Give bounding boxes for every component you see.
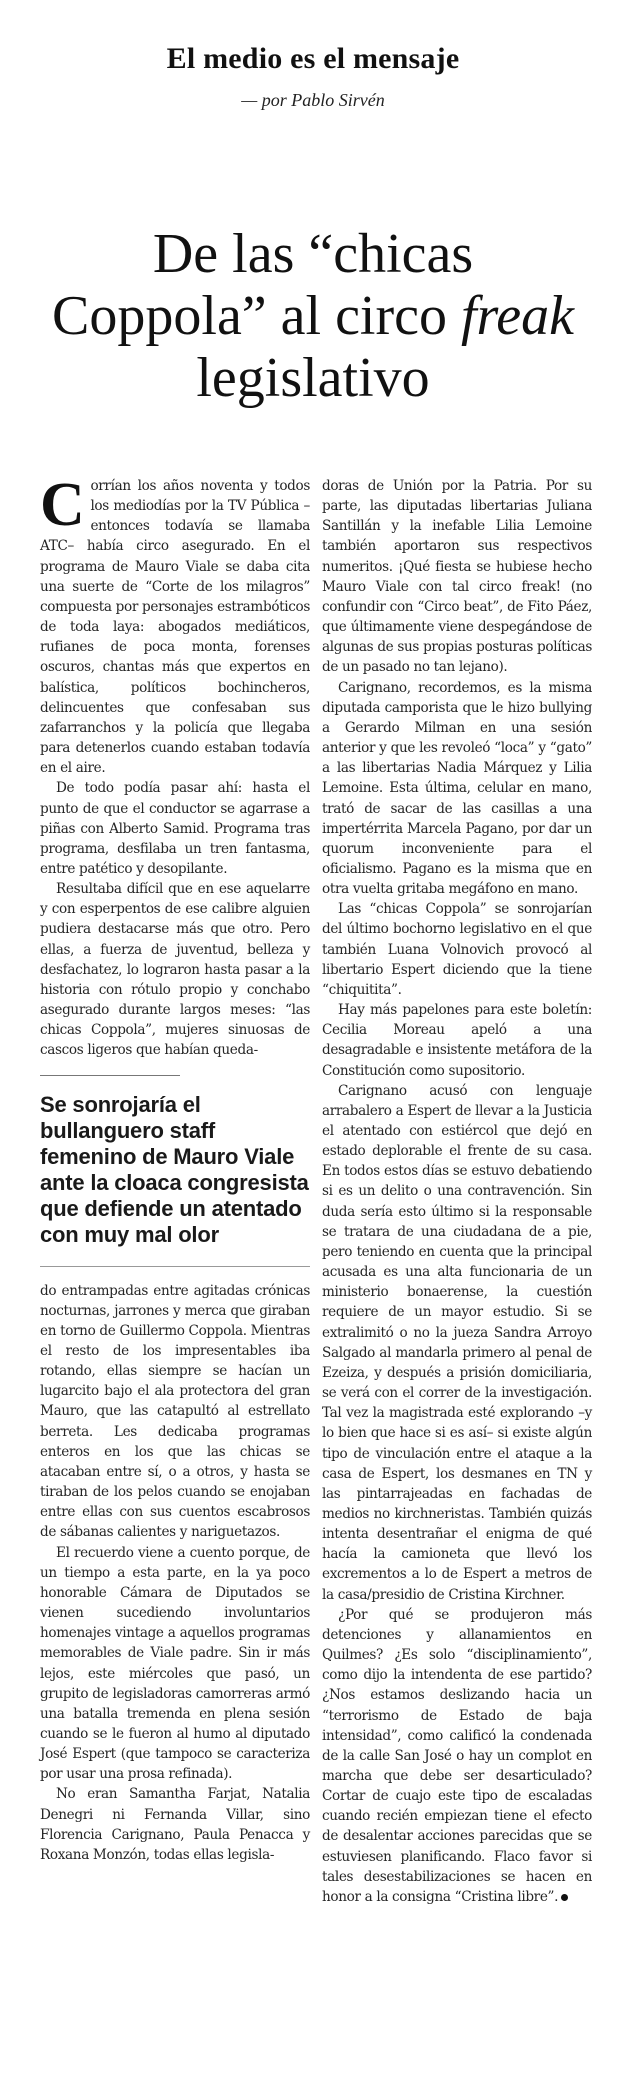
pullquote: Se sonrojaría el bullanguero staff femenino de Mauro Viale ante la cloaca congresista que defiende un atentado con muy mal olor bbox=[40, 1091, 309, 1247]
paragraph-2: De todo podía pasar ahí: hasta el punto de que el conductor se agarrase a piñas con Alberto Samid. Programa tras programa, desfilaba un tren fantasma, entre patético y desopilante. bbox=[40, 780, 310, 877]
paragraph-7: doras de Unión por la Patria. Por su parte, las diputadas libertarias Juliana Santillán y la inefable Lilia Lemoine también aportaron sus respectivos numeritos. ¡Qué fiesta se hubiese hecho Mauro Viale con tal circo freak! (no confundir con “Circo beat”, de Fito Páez, que últimamente viene despegándose de algunas de sus propias posturas políticas de un pasado no tan lejano). bbox=[322, 478, 592, 676]
paragraph-5: El recuerdo viene a cuento porque, de un tiempo a esta parte, en la ya poco honorable Cámara de Diputados se vienen sucediendo involuntarios homenajes vintage a aquellos programas memorables de Viale padre. Sin ir más lejos, este miércoles que pasó, un grupito de legisladoras camorreras armó una batalla tremenda en plena sesión cuando se le fueron al humo al diputado José Espert (que tampoco se caracteriza por usar una prosa refinada). bbox=[40, 1544, 310, 1783]
paragraph-9: Las “chicas Coppola” se sonrojarían del último bochorno legislativo en el que también Luana Volnovich provocó al libertario Espert diciendo que la tiene “chiquitita”. bbox=[322, 901, 592, 998]
paragraph-1-text: orrían los años noventa y todos los mediodías por la TV Pública –entonces todavía se llamaba ATC– había circo asegurado. En el programa de Mauro Viale se daba cita una suerte de “Corte de los milagros” compuesta por personajes estrambóticos de toda laya: abogados mediáticos, rufianes de poca monta, forenses oscuros, chantas más que expertos en balística, políticos bochincheros, delincuentes que confesaban sus zafarranchos y la policía que llegaba para detenerlos cuando estaban todavía en el aire. bbox=[40, 478, 310, 777]
paragraph-12-text: ¿Por qué se produjeron más detenciones y allanamientos en Quilmes? ¿Es solo “disciplinamiento”, como dijo la intendenta de ese partido? ¿Nos estamos deslizando hacia un “terrorismo de Estado de baja intensidad”, como calificó la condenada de la calle San José o hay un complot en marcha que debe ser desarticulado? Cortar de cuajo este tipo de escaladas cuando recién empiezan tiene el efecto de desalentar acciones parecidas que se estuviesen planificando. Flaco favor si tales desestabilizaciones se hacen en honor a la consigna “Cristina libre”. bbox=[322, 1606, 592, 1905]
end-mark-icon bbox=[561, 1894, 568, 1901]
drop-cap: C bbox=[40, 471, 85, 539]
paragraph-8: Carignano, recordemos, es la misma diputada camporista que le hizo bullying a Gerardo Milman en una sesión anterior y que les revoleó “loca” y “gato” a las libertarias Nadia Márquez y Lilia Lemoine. Esta última, celular en mano, trató de sacar de las casillas a una impertérrita Marcela Pagano, por dar un quorum inconveniente para el oficialismo. Pagano es la misma que en otra vuelta gritaba megáfono en mano. bbox=[322, 679, 592, 898]
headline-italic: freak bbox=[460, 284, 574, 347]
pullquote-rule bbox=[40, 1075, 180, 1076]
paragraph-1 bbox=[40, 471, 310, 778]
byline: — por Pablo Sirvén bbox=[241, 90, 385, 110]
paragraph-3: Resultaba difícil que en ese aquelarre y con esperpentos de ese calibre alguien pudiera destacarse más que otro. Pero ellas, a fuerza de juventud, belleza y desfachatez, lo lograron hasta pasar a la historia con rótulo propio y conchabo asegurado durante largos meses: “las chicas Coppola”, mujeres sinuosas de cascos ligeros que habían queda- bbox=[40, 881, 310, 1059]
paragraph-11: Carignano acusó con lenguaje arrabalero a Espert de llevar a la Justicia el atentado con estiércol que dejó en estado deplorable el frente de su casa. En todos estos días se estuvo debatiendo si es un delito o una contravención. Sin duda sería esto último si la responsable se tratara de una ciudadana de a pie, pero teniendo en cuenta que la principal acusada es una alta funcionaria de un ministerio bonaerense, la cuestión requiere de un mayor estudio. Si se extralimitó o no la jueza Sandra Arroyo Salgado al mandarla primero al penal de Ezeiza, y después a prisión domiciliaria, se verá con el correr de la investigación. Tal vez la magistrada esté explorando –y lo bien que hace si es así– si existe algún tipo de vinculación entre el ataque a la casa de Espert, los desmanes en TN y las pintarrajeadas en fachadas de medios no kirchneristas. También quizás intenta desentrañar el enigma de qué hacía la camioneta que llevó los excrementos a lo de Espert a metros de la casa/presidio de Cristina Kirchner. bbox=[322, 1082, 592, 1603]
headline-part1: De las “chicas Coppola” al circo bbox=[52, 222, 474, 347]
paragraph-12 bbox=[322, 1605, 592, 1907]
article-column-right bbox=[322, 476, 592, 1907]
paragraph-10: Hay más papelones para este boletín: Cecilia Moreau apeló a una desagradable e insistente metáfora de la Constitución como supositorio. bbox=[322, 1002, 592, 1079]
headline bbox=[40, 223, 586, 409]
paragraph-4: do entrampadas entre agitadas crónicas nocturnas, jarrones y merca que giraban en torno de Guillermo Coppola. Mientras el resto de los impresentables iba rotando, ellas siempre se hacían un lugarcito bajo el ala protectora del gran Mauro, que las catapultó al estrellato berreta. Les dedicaba programas enteros en los que las chicas se atacaban entre sí, o a otros, y hasta se tiraban de los pelos cuando se enojaban entre ellas con sus cuentos escabrosos de sábanas calientes y nariguetazos. bbox=[40, 1282, 310, 1541]
article-column-left bbox=[40, 471, 310, 1865]
paragraph-6: No eran Samantha Farjat, Natalia Denegri ni Fernanda Villar, sino Florencia Carignano, Paula Penacca y Roxana Monzón, todas ellas legisla- bbox=[40, 1786, 310, 1863]
headline-part2: legislativo bbox=[196, 346, 430, 409]
pullquote-bottom-rule bbox=[40, 1266, 310, 1267]
section-title: El medio es el mensaje bbox=[166, 42, 460, 75]
